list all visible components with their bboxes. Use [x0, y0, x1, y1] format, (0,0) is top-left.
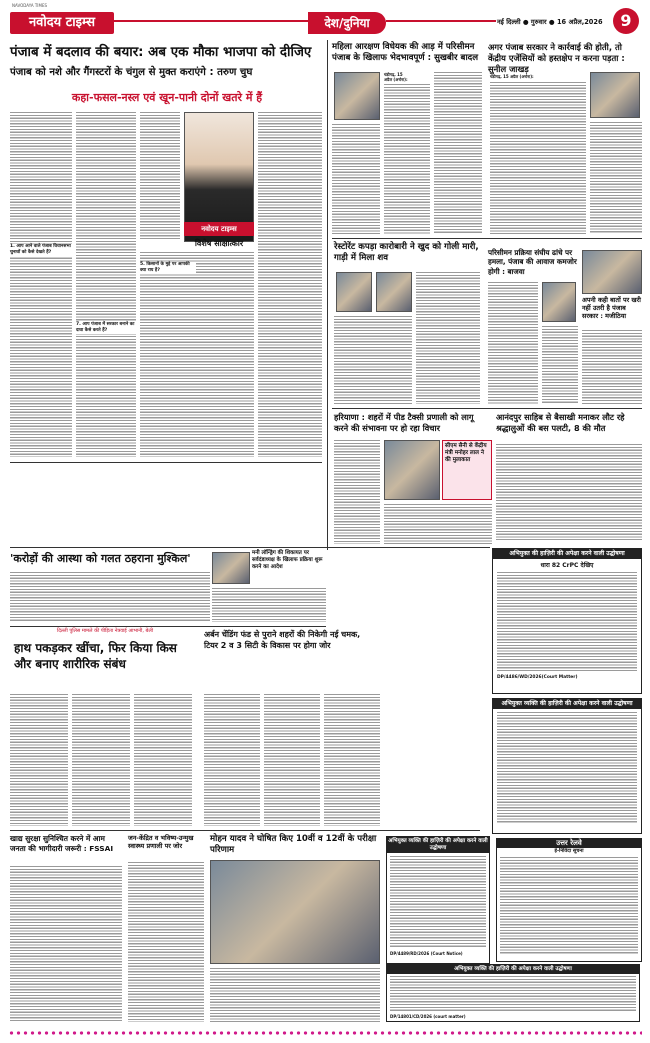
- police-col-3: [134, 694, 192, 826]
- masthead-top-tag: NAVODAYA TIMES: [12, 3, 48, 8]
- lead-qa-7: 7. आप पंजाब में सरकार बनाने का दावा कैसे करते हैं?: [76, 322, 135, 333]
- crime-headline: रेस्टोरेंट कपड़ा कारोबारी ने खुद को गोली मारी, गाड़ी में मिला शव: [334, 242, 479, 263]
- masthead-brand: [10, 12, 114, 34]
- lead-byline: विशेष साक्षात्कार: [194, 239, 244, 248]
- right-top-headline: अगर पंजाब सरकार ने कार्रवाई की होती, तो केंद्रीय एजेंसियों को हस्तक्षेप न करना पड़ता : सुनील जाखड़: [488, 42, 625, 74]
- haryana-box: [442, 440, 492, 500]
- police-rule: [10, 626, 326, 627]
- page-number-text: 9: [620, 11, 632, 30]
- lead-bottom-rule: [10, 462, 322, 463]
- masthead-rule: [114, 20, 308, 22]
- quote-headline: 'करोड़ों की आस्था को गलत ठहराना मुश्किल': [10, 552, 191, 565]
- lead-col-5: [140, 252, 254, 457]
- crime-col-1: [416, 272, 480, 404]
- notice-3-title: अभियुक्त व्यक्ति की हाज़िरी की अपेक्षा करने वाली उद्घोषणा: [387, 965, 639, 974]
- page-number: [613, 8, 639, 34]
- delim-col-2: [542, 326, 578, 404]
- notice-2-body: [390, 856, 486, 948]
- lead-qa-5: 5. किसानों के मुद्दे पर आपकी क्या राय है?: [140, 262, 196, 274]
- right-top-col-2: [590, 122, 642, 234]
- cng-headline: अर्बन चेंडिंग फंड से पुराने शहरों की निकेगी नई चमक, टियर 2 व 3 सिटी के विकास पर होगा जोर: [204, 630, 361, 650]
- health-col: [128, 862, 204, 1022]
- delim-col-1: [488, 282, 538, 404]
- right-top-dateline: चंडीगढ़, 15 अप्रैल (अर्चना):: [490, 74, 534, 79]
- bottom-dots: [8, 1030, 642, 1036]
- health-headline: जन-केंद्रित व भविष्य-उन्मुख स्वास्थ्य प्रणाली पर जोर: [128, 834, 194, 851]
- fssai-headline: खाद्य सुरक्षा सुनिश्चित करने में आम जनता की भागीदारी जरूरी : FSSAI: [10, 834, 114, 853]
- notice-2: [386, 836, 490, 964]
- police-col-1: [10, 694, 68, 826]
- notice-2-title: अभियुक्त व्यक्ति की हाज़िरी की अपेक्षा करने वाली उद्घोषणा: [388, 838, 488, 851]
- anandpur-col: [496, 444, 642, 540]
- notice-4: [492, 698, 642, 834]
- lead-col-3: [140, 112, 180, 240]
- bajwa-photo: [542, 282, 576, 322]
- mohan-col: [210, 968, 380, 1022]
- bottom-rule: [10, 830, 480, 831]
- notice-1: [492, 548, 642, 694]
- middle-top-col-1: [384, 84, 430, 234]
- tender-sub: ई-निविदा सूचना: [554, 848, 584, 854]
- notice-2-ref: DP/4489/RD/2026 (Court Notice): [390, 951, 463, 956]
- middle-top-headline: महिला आरक्षण विधेयक की आड़ में परिसीमन पंजाब के खिलाफ भेदभावपूर्ण : सुखबीर बादल: [332, 42, 479, 63]
- masthead-rule-right: [386, 20, 496, 22]
- dateline: नई दिल्ली ● गुरुवार ● 16 अप्रैल,2026: [497, 18, 603, 26]
- notice-1-body: [497, 572, 637, 672]
- notice-1-ref: DP/4486/WD/2026(Court Matter): [497, 675, 578, 680]
- mohan-photo: [210, 860, 380, 964]
- middle-rule-1: [332, 238, 642, 239]
- section-name: देश/दुनिया: [324, 16, 370, 30]
- lead-col-1: [10, 112, 72, 457]
- notice-3-ref: DP/14801/CD/2026 (court matter): [390, 1014, 466, 1019]
- sc-headline: मनी लॉन्ड्रिंग की शिकायत पर सर्वदंडाध्यक्ष के खिलाफ प्रक्रिया शुरू करने का आदेश: [252, 550, 323, 570]
- middle-rule-2: [332, 408, 642, 409]
- lead-qa-1: 1. आप आने वाले पंजाब विधानसभा चुनावों को कैसे देखते हैं?: [10, 244, 71, 255]
- section-tab: [308, 12, 386, 34]
- majithia-headline: अपनी कही बातों पर खरी नहीं उतरी है पंजाब सरकार : मजीठिया: [582, 296, 641, 320]
- quote-col: [10, 572, 210, 622]
- sc-photo: [212, 552, 250, 584]
- lead-photo-caption: [184, 222, 254, 236]
- majithia-col: [582, 330, 642, 404]
- lead-kicker: कहा-फसल-नस्ल एवं खून-पानी दोनों खतरे में हैं: [71, 91, 263, 104]
- jakhar-photo: [590, 72, 640, 118]
- sc-col: [212, 588, 326, 622]
- lead-headline-2: पंजाब को नशे और गैंगस्टरों के चंगुल से मुक्त कराएंगे : तरुण चुघ: [10, 67, 253, 78]
- notice-4-body: [497, 712, 637, 824]
- anandpur-headline: आनंदपुर साहिब से बैसाखी मनाकर लौट रहे श्रद्धालुओं की बस पलटी, 8 की मौत: [496, 412, 625, 433]
- photo-caption-text: नवोदय टाइम्स: [201, 225, 237, 233]
- police-col-2: [72, 694, 130, 826]
- police-kicker: दिल्ली पुलिस मामले की पीड़िता नेत्रवाई आभानी, बेली: [56, 628, 154, 634]
- cng-col-2: [264, 694, 320, 826]
- haryana-col-2: [384, 504, 492, 544]
- notice-1-head: धारा 82 CrPC देखिए: [540, 562, 594, 569]
- haryana-col-1: [334, 440, 380, 544]
- haryana-photo: [384, 440, 440, 500]
- right-top-col-1: [490, 82, 586, 234]
- tender-body: [500, 857, 638, 955]
- majithia-photo: [582, 250, 642, 294]
- crime-photo-1: [336, 272, 372, 312]
- crime-col-2: [334, 316, 412, 404]
- haryana-headline: हरियाणा : शहरों में पीड टैक्सी प्रणाली को लागू करने की संभावना पर हो रहा विचार: [334, 412, 474, 433]
- notice-3: [386, 964, 640, 1022]
- notice-3-body: [390, 976, 636, 1012]
- cng-col-3: [324, 694, 380, 826]
- tender-title: उत्तर रेलवे: [497, 839, 641, 848]
- crime-photo-2: [376, 272, 412, 312]
- tender-ad: [496, 838, 642, 962]
- badal-photo: [334, 72, 380, 120]
- lead-col-2: [76, 112, 136, 457]
- fssai-col: [10, 866, 122, 1022]
- notice-1-title: अभियुक्त की हाज़िरी की अपेक्षा करने वाली उद्घोषणा: [493, 549, 641, 559]
- lower-rule: [10, 547, 490, 548]
- column-divider: [327, 40, 328, 550]
- mohan-headline: मोहन यादव ने घोषित किए 10वीं व 12वीं के परीक्षा परिणाम: [210, 834, 377, 855]
- haryana-box-text: सीएम सैनी से केंद्रीय मंत्री मनोहर लाल ने की मुलाकात: [445, 443, 487, 463]
- middle-top-col-3: [332, 124, 380, 234]
- brand-name: नवोदय टाइम्स: [28, 15, 96, 30]
- masthead: [0, 0, 650, 36]
- delim-headline: परिसीमन प्रक्रिया संघीय ढांचे पर हमला, पंजाब की आवाज कमजोर होगी : बाजवा: [488, 248, 577, 276]
- police-headline: हाथ पकड़कर खींचा, फिर किया किस और बनाए शारीरिक संबंध: [14, 641, 177, 671]
- lead-headline-1: पंजाब में बदलाव की बयार: अब एक मौका भाजपा को दीजिए: [10, 45, 312, 60]
- middle-top-dateline: चंडीगढ़, 15 अप्रैल (अर्चना):: [384, 72, 408, 82]
- cng-col-1: [204, 694, 260, 826]
- middle-top-col-2: [434, 72, 482, 234]
- lead-col-4: [258, 112, 322, 457]
- notice-4-title: अभियुक्त व्यक्ति की हाज़िरी की अपेक्षा करने वाली उद्घोषणा: [493, 699, 641, 709]
